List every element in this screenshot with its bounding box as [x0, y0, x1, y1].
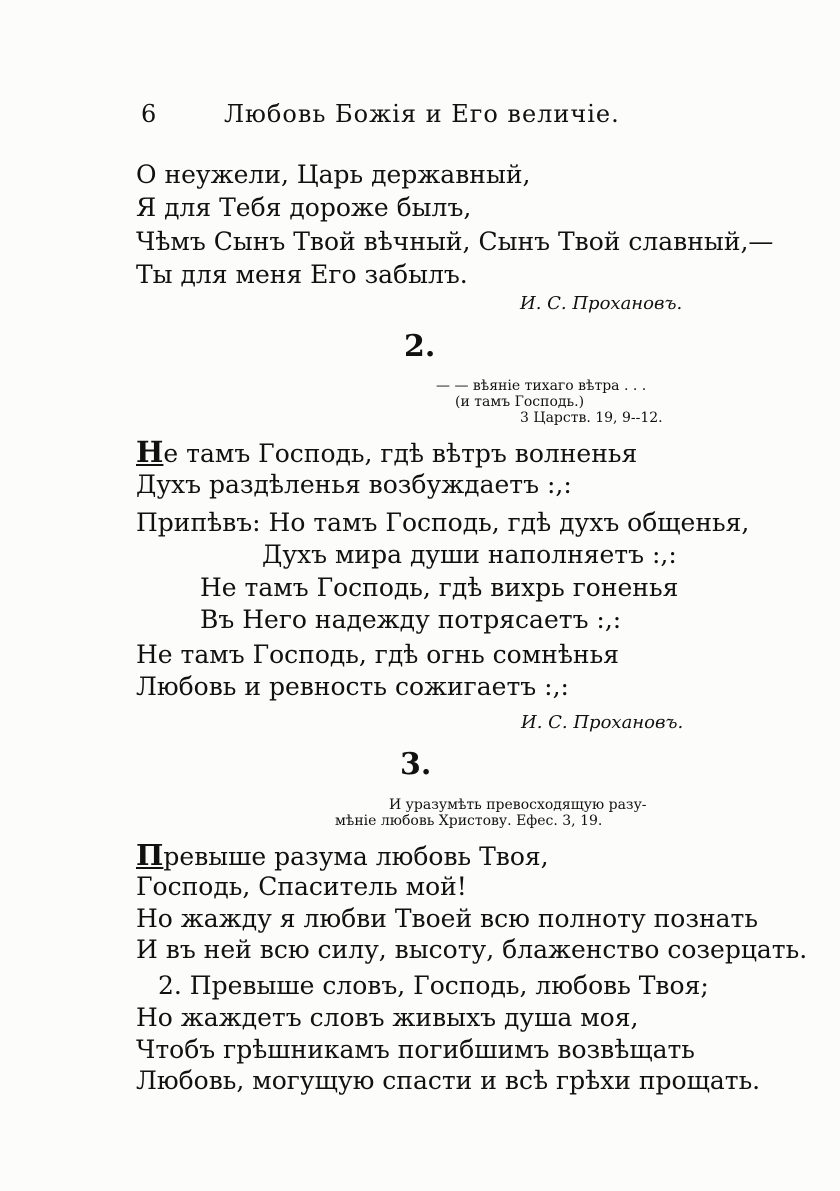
verse-line: Любовь и ревность сожигаетъ :,:	[136, 672, 569, 701]
verse-line: Не тамъ Господь, гдѣ вихрь гоненья	[200, 573, 679, 602]
epigraph-line: — — вѣяніе тихаго вѣтра . . .	[436, 378, 647, 394]
drop-cap-initial: П	[136, 838, 164, 872]
refrain-line: Духъ мира души наполняетъ :,:	[262, 540, 677, 569]
verse-line: Любовь, могущую спасти и всѣ грѣхи прощать.	[136, 1066, 761, 1095]
verse-line: Чтобъ грѣшникамъ погибшимъ возвѣщать	[136, 1035, 695, 1064]
verse-line: Превыше разума любовь Твоя,	[136, 838, 549, 872]
verse-line: О неужели, Царь державный,	[136, 160, 531, 189]
epigraph-line: И уразумѣть превосходящую разу-	[389, 797, 647, 813]
hymn-number: 3.	[400, 747, 432, 782]
verse-line: Я для Тебя дороже былъ,	[136, 193, 472, 222]
epigraph-line: (и тамъ Господь.)	[455, 394, 585, 410]
running-title: Любовь Божія и Его величіе.	[224, 100, 620, 128]
refrain-line: Припѣвъ: Но тамъ Господь, гдѣ духъ общенья,	[136, 508, 750, 537]
verse-line: Не тамъ Господь, гдѣ огнь сомнѣнья	[136, 640, 619, 669]
epigraph-line: мѣніе любовь Христову. Ефес. 3, 19.	[335, 813, 603, 829]
hymn-number: 2.	[404, 329, 436, 364]
epigraph-line: 3 Царств. 19, 9--12.	[520, 410, 663, 426]
verse-line: Но жаждетъ словъ живыхъ душа моя,	[136, 1003, 639, 1032]
verse-line: Ты для меня Его забылъ.	[136, 260, 468, 289]
verse-line: Духъ раздѣленья возбуждаетъ :,:	[136, 470, 572, 499]
verse-line: Въ Него надежду потрясаетъ :,:	[200, 605, 622, 634]
verse-line: Господь, Спаситель мой!	[136, 872, 467, 901]
verse-line: И въ ней всю силу, высоту, блаженство созерцать.	[136, 935, 808, 964]
page-number: 6	[141, 100, 158, 128]
drop-cap-initial: Н	[136, 435, 164, 469]
verse-line: 2. Превыше словъ, Господь, любовь Твоя;	[158, 971, 709, 1000]
author-signature: И. С. Прохановъ.	[521, 712, 684, 733]
verse-line: Но жажду я любви Твоей всю полноту познать	[136, 904, 758, 933]
author-signature: И. С. Прохановъ.	[520, 293, 683, 314]
verse-line: Не тамъ Господь, гдѣ вѣтръ волненья	[136, 435, 638, 469]
verse-line: Чѣмъ Сынъ Твой вѣчный, Сынъ Твой славный,—	[136, 227, 774, 256]
